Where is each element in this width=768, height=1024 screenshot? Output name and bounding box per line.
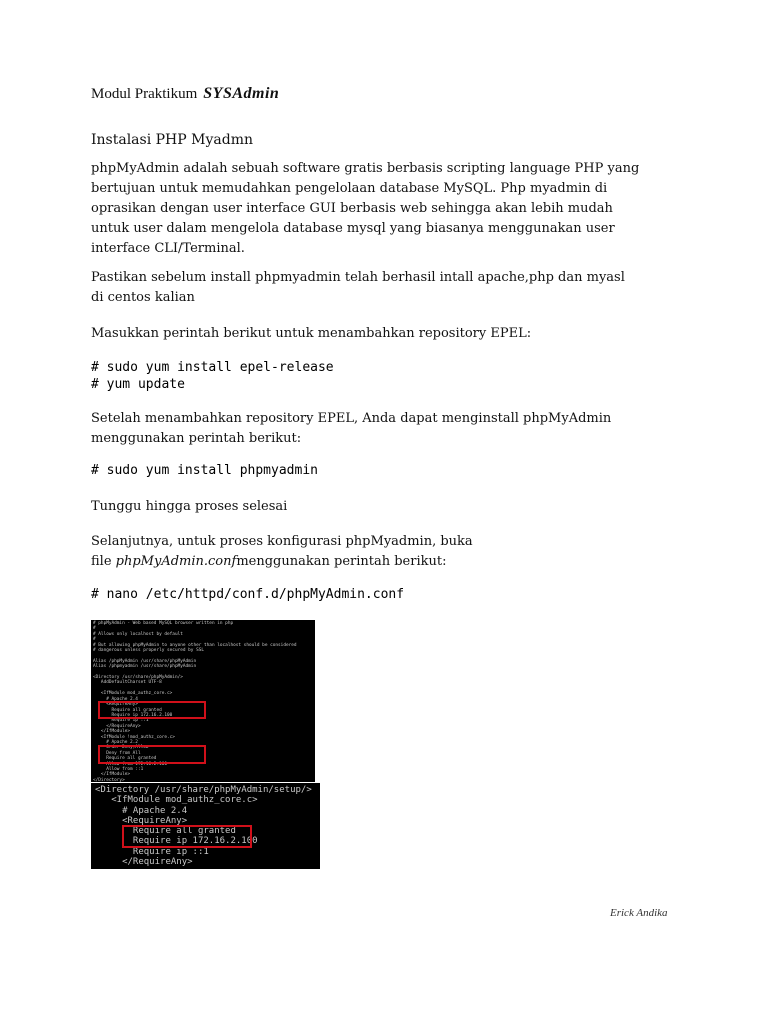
wait-paragraph: Tunggu hingga proses selesai: [91, 499, 288, 514]
terminal-screenshot-setup: <Directory /usr/share/phpMyAdmin/setup/> <IfModule mod_authz_core.c> # Apache 2.4 <RequireAny> Require all granted Require ip 172.16.2.100 Require ip ::1 </RequireAny>: [91, 783, 320, 869]
highlight-box-require-setup: [122, 825, 252, 848]
intro-paragraph: phpMyAdmin adalah sebuah software gratis berbasis scripting language PHP yang bertujuan untuk memudahkan pengelolaan database MySQL. Php myadmin di oprasikan dengan user interface GUI berbasis web sehingga akan lebih mudah untuk user dalam mengelola database mysql yang biasanya menggunakan user interface CLI/Terminal.: [91, 161, 640, 256]
after-epel-paragraph: Setelah menambahkan repository EPEL, Anda dapat menginstall phpMyAdmin menggunakan perintah berikut:: [91, 411, 612, 446]
config-paragraph: [91, 532, 691, 572]
epel-instruction: Masukkan perintah berikut untuk menambahkan repository EPEL:: [91, 326, 532, 341]
install-command: # sudo yum install phpmyadmin: [91, 463, 318, 478]
prereq-paragraph: Pastikan sebelum install phpmyadmin telah berhasil intall apache,php dan myasl di centos kalian: [91, 270, 625, 305]
nano-command: # nano /etc/httpd/conf.d/phpMyAdmin.conf: [91, 587, 405, 602]
terminal-screenshot-config: # phpMyAdmin - Web based MySQL browser written in php # # Allows only localhost by default # # But allowing phpMyAdmin to anyone other than localhost should be considered # dangerous unless properly secured by SSL Alias /phpMyAdmin /usr/share/phpMyAdmin Alias /phpmyadmin /usr/share/phpMyAdmin <Directory /usr/share/phpMyAdmin/> AddDefaultCharset UTF-8 <IfModule mod_authz_core.c> # Apache 2.4 <RequireAny> Require all granted Require ip 172.16.2.100 Require ip ::1 </RequireAny> </IfModule> <IfModule !mod_authz_core.c> # Apache 2.2 Order Deny,Allow Deny from All Require all granted Allow from 172.16.2.100 Allow from ::1 </IfModule> </Directory>: [91, 620, 315, 782]
author-signature: Erick Andika: [610, 907, 668, 919]
config-line-1: Selanjutnya, untuk proses konfigurasi phpMyadmin, buka: [91, 534, 473, 549]
document-header: [91, 85, 279, 103]
highlight-box-require-apache22: [98, 745, 206, 764]
header-brand: SYSAdmin: [203, 85, 280, 102]
epel-commands: # sudo yum install epel-release # yum update: [91, 360, 334, 392]
config-file-name: phpMyAdmin.conf: [115, 554, 237, 569]
header-label: Modul Praktikum: [91, 86, 198, 102]
section-title: Instalasi PHP Myadmn: [91, 132, 253, 148]
highlight-box-require-apache24: [98, 701, 206, 719]
config-suffix: menggunakan perintah berikut:: [236, 554, 447, 569]
config-prefix: file: [91, 554, 116, 569]
